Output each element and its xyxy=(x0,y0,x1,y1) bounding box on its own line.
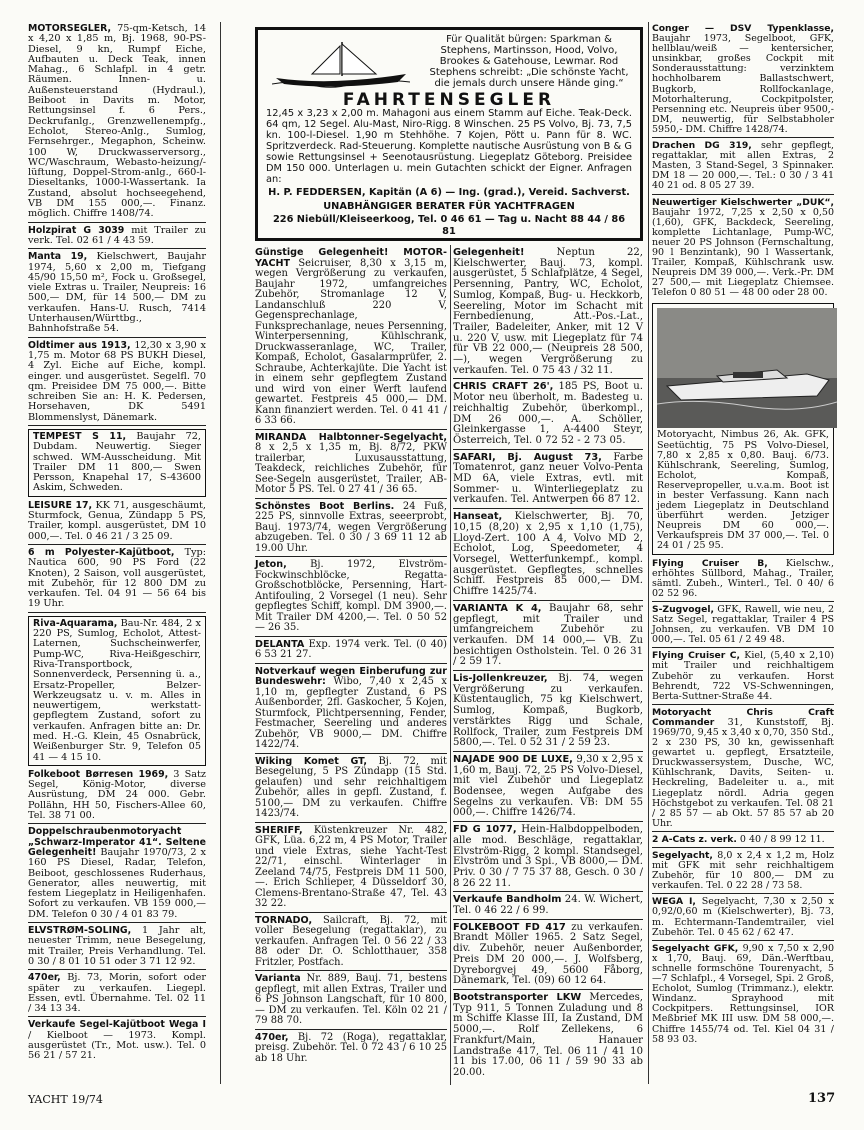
classified-ad-text: Bj. 72 (Roga), regattaklar, preisg. Zubehör. Tel. 0 72 43 / 6 10 25 ab 18 Uhr. xyxy=(255,1031,447,1064)
classified-ad-heading: Jeton, xyxy=(255,559,287,570)
classified-ad-text: Mercedes, Typ 911, 5 Tonnen Zuladung und 8 m Schiffe Klasse III, Ia Zustand, DM 5000,—. Rolf Zellekens, 6 Frankfurt/Main, Hanauer Landstraße 417, Tel. 06 11 / 41 10 11 bis 17.00, 06 11 / 59 90 33 ab 20.00. xyxy=(453,992,643,1078)
classified-ad-text: / Kielboot — 1973. Kompl. ausgerüstet (Tr., Mot. usw.). Tel. 0 56 21 / 57 21. xyxy=(28,1029,206,1062)
classified-ad-text: Exp. 1974 verk. Tel. (0 40) 6 53 21 27. xyxy=(255,638,447,660)
feature-ad-contact-2: UNABHÄNGIGER BERATER FÜR YACHTFRAGEN xyxy=(323,200,575,212)
classified-ad-text: 9,30 x 2,95 x 1,60 m, Bauj. 72, 25 PS Volvo-Diesel, mit viel Zubehör und Liegeplatz Bodensee, wegen Aufgabe des Segelns zu verkaufen. VB: DM 55 000,—. Chiffre 1426/74. xyxy=(453,753,643,819)
classified-ad xyxy=(28,501,206,545)
classified-ad-heading: Riva-Aquarama, xyxy=(33,617,118,629)
classified-ad-text: Sailcraft, Bj. 72, mit voller Besegelung (regattaklar), zu verkaufen. Anfragen Tel. 0 56 22 / 33 88 oder Dr. O. Schlotthauer, 358 Fritzler, Postfach. xyxy=(255,914,447,968)
classified-ad-heading: Holzpirat G 3039 xyxy=(28,224,125,236)
classified-ad-heading: FD G 1077, xyxy=(453,824,517,836)
classified-ad xyxy=(652,851,834,894)
classified-ad xyxy=(453,248,643,379)
classified-ad xyxy=(255,640,447,664)
classified-ad xyxy=(255,1033,447,1067)
classified-ad xyxy=(28,226,206,250)
classified-ad xyxy=(28,548,206,613)
classified-ad xyxy=(28,341,206,426)
classified-ad-heading: 6 m Polyester-Kajütboot, xyxy=(28,546,175,558)
classified-ad xyxy=(652,708,834,832)
feature-ad-body: 12,45 x 3,23 x 2,00 m. Mahagoni aus einem Stamm auf Eiche. Teak-Deck. 64 qm, 12 Segel. Alu-Mast, Niro-Rigg. 8 Winschen. 25 PS Volvo, Bj. 73, 7,5 kn. 100-l-Diesel. 1,90 m Stehhöhe. 7 Kojen, Pött u. Pann für 8. WC. Spritzverdeck. Rad-Steuerung. Komplette nautische Ausrüstung von B & G sowie Rettungsinsel + Seenotausrüstung. Liegeplatz Göteborg. Preisidee DM 150 000. Unterlagen u. mein Gutachten schickt der Eigner. Anfragen an: xyxy=(266,108,632,185)
classified-ad-heading: Flying Cruiser B, xyxy=(652,557,768,569)
classified-ad-text: Baujahr 1972, 7,25 x 2,50 x 0,50 (1,60), GFK, Backdeck, Seereling, komplette Lichtanlage, Pump-WC, neuer 20 PS Johnson (Fernschaltung, 90 l Benzintank), 90 l Wassertank, Trailer, Kompaß, Kühlschrank usw. Neupreis DM 39 000,—. Verk.-Pr. DM 27 500,— mit Liegeplatz Chiemsee. Telefon 0 80 51 — 48 00 oder 28 00. xyxy=(652,206,834,299)
classified-ad-heading: Doppelschraubenmotoryacht „Schwarz-Imperator 41“. Seltene Gelegenheit! xyxy=(28,826,206,858)
classified-ad-text: 24 Fuß, 225 PS, sinnvolle Extras, seeerprobt, Bauj. 1973/74, wegen Vergrößerung abzugeben. Tel. 0 30 / 3 69 11 12 ab 19.00 Uhr. xyxy=(255,500,448,554)
classified-ad-text: Hein-Halbdoppelboden, alle mod. Beschläge, regattaklar, Elvström-Rigg, 2 kompl. Standsegel, Elvström und 3 Spi., VB 8000,— DM. Priv. 0 30 / 7 75 37 88, Gesch. 0 30 / 8 26 22 11. xyxy=(453,824,643,889)
classified-ad xyxy=(28,770,206,824)
classified-ad-heading: ELVSTRØM-SOLING, xyxy=(28,925,132,937)
classified-ad-text: 9,90 x 7,50 x 2,90 x 1,70, Bauj. 69, Dän.-Werftbau, schnelle formschöne Tourenyacht, 5—7 Schlafpl., 4 Vorsegel, Spi. 2 Groß, Echolot, Sumlog (Trimmanz.), elektr. Windanz. Sprayhood mit Cockpitpers. Rettungsinsel, IOR Meßbrief MK III usw. DM 58 000,—. Chiffre 1455/74 od. Tel. Kiel 04 31 / 58 93 03. xyxy=(652,942,835,1045)
classified-ad xyxy=(28,973,206,1017)
classified-ad xyxy=(652,944,834,1047)
column-3 xyxy=(453,248,643,1084)
classified-ad-text: Nr. 889, Bauj. 71, bestens gepflegt, mit allen Extras, Trailer und 6 PS Johnson Langschaft, für 10 800,— DM zu verkaufen. Tel. Köln 02 21 / 79 88 70. xyxy=(255,973,447,1026)
classified-ad-text: 8 x 2,5 x 1,35 m, Bj. 8/72, PKW trailerbar, Luxusausstattung, Teakdeck, reichliches Zubehör, für See-Segeln ausgerüstet, Trailer, AB-Motor 5 PS. Tel. 0 27 41 / 36 65. xyxy=(255,442,447,495)
classified-ad xyxy=(255,757,447,823)
classified-ad-heading: Segelyacht GFK, xyxy=(652,942,739,954)
classified-ad-text: Motoryacht, Nimbus 26, Ak. GFK, Seetüchtig, 75 PS Volvo-Diesel, 7,80 x 2,85 x 0,80. Bauj. 6/73. Kühlschrank, Seereling, Sumlog, Echolot, Kompaß, Reservepropeller, u.v.a.m. Boot ist in bester Verfassung. Kann nach jedem Liegeplatz in Deutschland überführt werden. Jetziger Neupreis DM 60 000,—. Verkaufspreis DM 37 000,—. Tel. 0 24 01 / 25 95. xyxy=(657,429,829,552)
classified-ad xyxy=(28,827,206,923)
feature-ad-headline: FAHRTENSEGLER xyxy=(342,90,556,110)
classified-ad-heading: Segelyacht, xyxy=(652,850,713,861)
classified-ad-heading: Manta 19, xyxy=(28,251,88,263)
classified-ad-text: 8,0 x 2,4 x 1,2 m, Holz mit GFK mit sehr reichhaltigem Zubehör, für 10 800,— DM zu verkaufen. Tel. 0 22 28 / 73 58. xyxy=(652,850,834,892)
classified-ad-heading: NAJADE 900 DE LUXE, xyxy=(453,753,573,765)
classified-ad xyxy=(652,897,834,940)
classified-ad-text: zu verkaufen. Brandt Möller 1965. 2 Satz Segel, div. Zubehör, neuer Außenborder, Preis DM 20 000,—. J. Wolfsberg, Dyreborgvej 49, 5600 Fåborg, Dänemark, Tel. (09) 60 12 64. xyxy=(453,921,643,987)
classified-ad-text: GFK, Rawell, wie neu, 2 Satz Segel, regattaklar, Trailer 4 PS Johnsen, zu verkaufen. VB DM 10 000,—. Tel. 05 61 / 2 49 48. xyxy=(652,603,834,646)
classified-ad-heading: Flying Cruiser C, xyxy=(652,650,741,662)
classified-ad-text: Kielschwert, Baujahr 1974, 5,60 x 2,00 m, Tiefgang 45/90 15,50 m², Fock u. Großsegel, viele Extras u. Trailer, Neupreis: 16 500,— DM, für 14 500,— DM zu verkaufen. Hans-U. Rusch, 7414 Unterhausen/Württbg., Bahnhofstraße 54. xyxy=(28,251,206,335)
classified-ad-text: Bau-Nr. 484, 2 x 220 PS, Sumlog, Echolot, Attest-Laternen, Suchscheinwerfer, Pump-WC, Riva-Heißgeschirr, Riva-Transportbock, Sonnenverdeck, Persenning ü. a., Ersatz-Propeller, Belzer-Werkzeugsatz u. v. m. Alles in neuwertigem, werkstatt-gepflegtem Zustand, sofort zu verkaufen. Anfragen bitte an: Dr. med. H.-G. Klein, 45 Osnabrück, Weißenburger Str. 9, Telefon 05 41 — 4 15 10. xyxy=(33,617,201,763)
classified-ad xyxy=(28,429,206,497)
classified-ad-text: 31, Kunststoff, Bj. 1969/70, 9,45 x 3,40 x 0,70, 350 Std., 2 x 230 PS, 30 kn, gewissenhaft gewartet u. gepflegt, Ersatzteile, Druckwassersystem, Dusche, WC, Kühlschrank, Davits, Seiten- u. Heckreling, Badeleiter u. a., mit Liegeplatz nördl. Adria gegen Höchstgebot zu verkaufen. Tel. 08 21 / 2 85 57 — ab Okt. 57 85 57 ab 20 Uhr. xyxy=(652,716,834,829)
classified-ad-heading: FOLKEBOOT FD 417 xyxy=(453,921,566,933)
classified-ad-heading: MOTORSEGLER, xyxy=(28,23,112,34)
feature-ad-contact-3: 226 Niebüll/Kleiseerkoog, Tel. 0 46 61 — Tag u. Nacht 88 44 / 86 81 xyxy=(272,214,626,237)
classified-ad xyxy=(453,923,643,990)
classified-ad-text: mit Trailer zu verk. Tel. 02 61 / 4 43 59. xyxy=(28,224,206,246)
classified-ad-text: Kiel, (5,40 x 2,10) mit Trailer und reichhaltigem Zubehör zu verkaufen. Horst Behrendt, 722 VS-Schwenningen, Berta-Suttner-Straße 44. xyxy=(652,650,834,702)
classified-ad-text: KK 71, ausgeschäumt, Sturmfock, Genua, Zündapp 5 PS, Trailer, kompl. ausgerüstet, DM 10 000,—. Tel. 0 46 21 / 3 25 09. xyxy=(28,499,206,542)
footer-magazine-issue: YACHT 19/74 xyxy=(28,1093,103,1106)
classified-ad-heading: Oldtimer aus 1913, xyxy=(28,339,131,351)
column-rule xyxy=(648,22,649,1084)
classified-ad-text: Farbe Tomatenrot, ganz neuer Volvo-Penta MD 6A, viele Extras, evtl. mit Sommer- u. Winterliegeplatz zu verkaufen. Tel. Antwerpen 66 87 12. xyxy=(453,451,643,506)
classified-ad xyxy=(453,825,643,892)
classified-ad xyxy=(453,382,643,449)
classified-ad-heading: Gelegenheit! xyxy=(453,247,525,258)
classified-ad-text: 3 Satz Segel, König-Motor, diverse Ausrüstung, DM 24 000. Gebr. Pollähn, HH 50, Fischers-Allee 60, Tel. 38 71 00. xyxy=(28,768,206,822)
classified-ad-text: 185 PS, Boot u. Motor neu überholt, m. Badesteg u. reichhaltig Zubehör, überkompl., DM 26 000,—. A. Schöller, Gleinkergasse 1, A-4400 Steyr, Österreich, Tel. 0 72 52 - 2 73 05. xyxy=(453,381,643,446)
classified-ad xyxy=(28,616,206,766)
classified-ad-heading: LEISURE 17, xyxy=(28,499,93,511)
classified-ad xyxy=(255,502,447,558)
classified-ad xyxy=(652,198,834,301)
classified-ad-text: Baujahr 1970/73, 2 x 160 PS Diesel, Radar, Telefon, Beiboot, geschlossenes Ruderhaus, Generator, alles neuwertig, mit festem Liegeplatz in Heiligenhafen. Sofort zu verkaufen. VB 159 000,— DM. Telefon 0 30 / 4 01 83 79. xyxy=(28,846,206,920)
classified-ad xyxy=(652,835,834,848)
classified-ad-heading: Notverkauf wegen Einberufung zur Bundeswehr: xyxy=(255,665,447,687)
classified-ad-text: 0 40 / 8 99 12 11. xyxy=(736,833,825,845)
classified-ad xyxy=(255,560,447,637)
page-number: 137 xyxy=(808,1091,836,1106)
classified-ad xyxy=(453,453,643,510)
classified-ad xyxy=(255,974,447,1030)
classified-ad xyxy=(28,1020,206,1063)
classified-ad-heading: Hanseat, xyxy=(453,511,503,523)
classified-ad-heading: 470er, xyxy=(255,1031,289,1043)
classified-ad xyxy=(255,916,447,972)
classified-ad-text: Bj. 72, mit Besegelung, 5 PS Zündapp (15 Std. gelaufen) und sehr reichhaltigem Zubehör, alles in gepfl. Zustand, f. 5100,— DM zu verkaufen. Chiffre 1423/74. xyxy=(255,755,448,819)
classified-ad-text: 1 Jahr alt, neuester Trimm, neue Besegelung, mit Trailer, Preis Verhandlung. Tel. 0 30 / 8 01 10 51 oder 3 71 12 92. xyxy=(28,925,206,967)
classified-ad-text: Bj. 74, wegen Vergrößerung zu verkaufen. Küstentauglich, 75 kg Kielschwert, Sumlog, Kompaß, Bugkorb, verstärktes Rigg und Schale, Rollfock, Trailer, zum Festpreis DM 5800,—. Tel. 0 52 31 / 2 59 23. xyxy=(453,673,643,749)
classified-ad xyxy=(453,604,643,671)
classified-ad-text: Baujahr 68, sehr gepflegt, mit Trailer und umfangreichem Zubehör zu verkaufen. DM 14 000,— VB. Zu besichtigen Ostholstein. Tel. 0 26 31 / 2 59 17. xyxy=(453,602,643,668)
classified-ad-heading: Wiking Komet GT, xyxy=(255,755,368,767)
classified-ad-text: Kielschwerter, Bj. 70, 10,15 (8,20) x 2,95 x 1,10 (1,75), Lloyd-Zert. 100 A 4, Volvo MD 2, Echolot, Log, Speedometer, 4 Vorsegel, Wetterfunkempf., kompl. ausgerüstet. Gepflegtes, schnelles Schiff. Festpreis 85 000,— DM. Chiffre 1425/74. xyxy=(453,511,643,598)
classified-ad-heading: WEGA I, xyxy=(652,896,696,908)
classified-ad-text: Kielschw., erhöhtes Süllbord, Mahag., Trailer, sämtl. Zubeh., Winterl., Tel. 0 40/ 6 02 52 96. xyxy=(652,557,834,599)
classified-ad xyxy=(652,559,834,602)
classified-ad-text: 75-qm-Ketsch, 14 x 4,20 x 1,85 m, Bj. 1968, 90-PS-Diesel, 9 kn, Rumpf Eiche, Aufbauten u. Deck Teak, innen Mahag., 6 Schlafpl. in 4 getr. Räumen. Innen- u. Außensteuerstand (Hydraul.), Beiboot in Davits m. Motor, Rettungsinsel f. 6 Pers., Deckrufanlg., Grenzwellenempfg., Echolot, Stereo-Anlg., Sumlog, Fernsehrger., Megaphon, Scheinw. 100 W, Druckwasserversorg., WC/Waschraum, Webasto-heizung/-lüftung, Doppel-Strom-anlg., 660-l-Dieseltanks, 1000-l-Wassertank. Ia Zustand, absolut hochseegehend, VB DM 155 000,—. Finanz. möglich. Chiffre 1408/74. xyxy=(28,23,206,220)
classified-ad xyxy=(453,512,643,601)
classified-ad-boxed xyxy=(652,303,834,554)
classified-ad-heading: Neuwertiger Kielschwerter „DUK“, xyxy=(652,196,834,208)
classified-ad-text: sehr gepflegt, regattaklar, mit allen Extras, 2 Masten, 3 Stand-Segel, 3 Spinnaker. DM 18 — 20 000,—. Tel.: 0 30 / 3 41 40 21 od. 8 05 27 39. xyxy=(652,140,834,192)
classified-ad xyxy=(28,252,206,337)
feature-ad-claim: Für Qualität bürgen: Sparkman & Stephens, Martinsson, Hood, Volvo, Brookes & Gatehouse, Lewmar. Rod Stephens schreibt: „Die schönste Yacht, die jemals durch unsere Hände ging.“ xyxy=(429,34,629,89)
classified-ad xyxy=(652,24,834,138)
sailboat-illustration xyxy=(272,40,410,88)
classified-ad-heading: Bootstransporter LKW xyxy=(453,992,582,1003)
classified-ad-heading: S-Zugvogel, xyxy=(652,603,714,615)
classified-ad-heading: DELANTA xyxy=(255,638,305,650)
classified-ad-text: Baujahr 72, Dubdam. Neuwertig. Sieger schwed. WM-Ausscheidung. Mit Trailer DM 11 800,— Swen Persson, Knapehal 17, S-43600 Askim, Schweden. xyxy=(33,430,201,494)
feature-ad-fahrtensegler xyxy=(255,27,643,241)
classified-ad xyxy=(652,141,834,194)
column-2 xyxy=(255,248,447,1069)
column-1 xyxy=(28,24,206,1067)
classified-ad xyxy=(652,651,834,704)
classified-ad xyxy=(453,895,643,919)
classified-ad xyxy=(255,248,447,430)
classified-ad-heading: TORNADO, xyxy=(255,914,313,926)
classified-ad-heading: SAFARI, Bj. August 73, xyxy=(453,451,602,463)
feature-ad-contact-1: H. P. FEDDERSEN, Kapitän (A 6) — Ing. (grad.), Vereid. Sachverst. xyxy=(268,187,630,198)
classified-ad-heading: 2 A-Cats z. verk. xyxy=(652,833,737,845)
classified-ad-heading: 470er, xyxy=(28,972,61,984)
classified-ad xyxy=(453,755,643,822)
column-4 xyxy=(652,24,834,1050)
classified-ad-text: 12,30 x 3,90 x 1,75 m. Motor 68 PS BUKH Diesel, 4 Zyl. Eiche auf Eiche, kompl. einger. und ausgerüstet. Segelfl. 70 qm. Preisidee DM 75 000,—. Bitte schreiben Sie an: H. K. Pedersen, Horsehaven, DK 5491 Blommenslyst, Dänemark. xyxy=(28,339,206,423)
classified-ad-text: Wibo, 7,40 x 2,45 x 1,10 m, gepflegter Zustand, 6 PS Außenborder, 2fl. Gaskocher, 5 Kojen, Sturmfock, Plichtpersenning, Fender, Festmacher, Seereling und anderes Zubehör, VB 9000,— DM. Chiffre 1422/74. xyxy=(255,676,447,750)
classified-ad-heading: CHRIS CRAFT 26', xyxy=(453,381,554,393)
classified-ad-heading: Motoryacht Chris Craft Commander xyxy=(652,706,834,728)
classified-ad-text: Typ: Nautica 600, 90 PS Ford (22 Knoten), 2 Saison, voll ausgerüstet, mit Zubehör, für 12 800 DM zu verkaufen. Tel. 04 91 — 56 64 bis 19 Uhr. xyxy=(28,546,206,610)
classified-ad-text: Bj. 73, Morin, sofort oder später zu verkaufen. Liegepl. Essen, evtl. Übernahme. Tel. 02 11 / 34 13 34. xyxy=(28,972,206,1015)
classified-ad xyxy=(28,926,206,970)
classified-ad-heading: SHERIFF, xyxy=(255,824,303,836)
classified-ad-text: Seicruiser, 8,30 x 3,15 m, wegen Vergrößerung zu verkaufen, Baujahr 1972, umfangreiches Zubehör, Stromanlage 12 V, Landanschluß 220 V, Gegensprechanlage, Funksprechanlage, neues Persenning, Winterpersenning, Kühlschrank, Druckwasseranlage, WC, Trailer, Kompaß, Echolot, Gasalarmprüfer, 2. Schraube, Achterkajüte. Die Yacht ist in einem sehr gepflegtem Zustand und wird von einer Werft laufend gewartet. Festpreis 45 000,— DM. Kann finanziert werden. Tel. 0 41 41 / 6 33 66. xyxy=(255,257,447,426)
classified-ad-heading: Folkeboot Børresen 1969, xyxy=(28,768,169,780)
classified-ad-heading: MIRANDA Halbtonner-Segelyacht, xyxy=(255,431,447,443)
classified-ad-text: Segelyacht, 7,30 x 2,50 x 0,92/0,60 m (Kielschwerter), Bj. 73, m. Echtermann-Tandemtrailer, viel Zubehör. Tel. 0 45 62 / 62 47. xyxy=(652,896,834,938)
classified-ad-heading: Verkaufe Segel-Kajütboot Wega I xyxy=(28,1019,206,1031)
classified-ad-text: Baujahr 1973, Segelboot, GFK, hellblau/weiß — kentersicher, unsinkbar, großes Cockpit mit Sonderausstattung: verzinktem hochholbarem Ballastschwert, Bugkorb, Rollfockanlage, Motorhalterung, Cockpitpolster, Persenning etc. Neupreis über 9500,- DM, neuwertig, für Selbstabholer 5950,- DM. Chiffre 1428/74. xyxy=(652,33,834,135)
column-rule xyxy=(220,22,221,1084)
classified-ad-heading: TEMPEST S 11, xyxy=(33,430,127,442)
classified-ad xyxy=(28,24,206,223)
motoryacht-photo xyxy=(657,308,837,428)
classified-ad-heading: Conger — DSV Typenklasse, xyxy=(652,23,834,34)
column-rule xyxy=(450,245,451,1085)
classified-ad xyxy=(255,826,447,913)
classified-ad xyxy=(255,433,447,499)
classified-ad-heading: Lis-Jollenkreuzer, xyxy=(453,673,548,685)
classified-ad xyxy=(255,667,447,754)
classified-ad-heading: Schönstes Boot Berlins. xyxy=(255,500,395,512)
classified-ad-text: Bj. 1972, Elvström-Fockwinschblöcke, Regatta-Großschotblöcke, Persenning, Hart-Antifouling, 2 Vorsegel (1 neu). Sehr gepflegtes Schiff, kompl. DM 3900,—. Mit Trailer DM 4200,—. Tel. 0 50 52 — 26 35. xyxy=(255,559,447,633)
classified-ad xyxy=(453,993,643,1081)
classified-ad-text: Küstenkreuzer Nr. 482, GFK, Lüa. 6,22 m, 4 PS Motor, Trailer und viele Extras, siehe Yacht-Test 22/71, einschl. Winterlager in Zeeland 74/75, Festpreis DM 11 500,—. Erich Schlieper, 4 Düsseldorf 30, Clemens-Brentano-Straße 47, Tel. 43 32 22. xyxy=(255,824,447,909)
classified-ad-heading: Varianta xyxy=(255,973,301,984)
classified-ad-heading: Drachen DG 319, xyxy=(652,140,752,152)
classified-ad-heading: Günstige Gelegenheit! MOTOR-YACHT xyxy=(255,247,447,269)
classified-ad-text: 24. W. Wichert, Tel. 0 46 22 / 6 99. xyxy=(453,894,644,917)
classified-ad-heading: Verkaufe Bandholm xyxy=(453,894,562,906)
classified-ad xyxy=(453,674,643,752)
classified-ad-heading: VARIANTA K 4, xyxy=(453,602,542,614)
classified-ad-text: Neptun 22, Kielschwerter, Bauj. 73, kompl. ausgerüstet, 5 Schlafplätze, 4 Segel, Persenning, Pantry, WC, Echolot, Sumlog, Kompaß, Bug- u. Heckkorb, Seereling, Motor im Schacht mit Fernbedienung, Att.-Pos.-Lat., Trailer, Badeleiter, Anker, mit 12 V u. 220 V, usw. mit Liegeplatz für 74 für VB 22 000,— (Neupreis 28 500,—), wegen Vergrößerung zu verkaufen. Tel. 0 75 43 / 32 11. xyxy=(453,247,643,376)
classified-ad xyxy=(652,605,834,648)
